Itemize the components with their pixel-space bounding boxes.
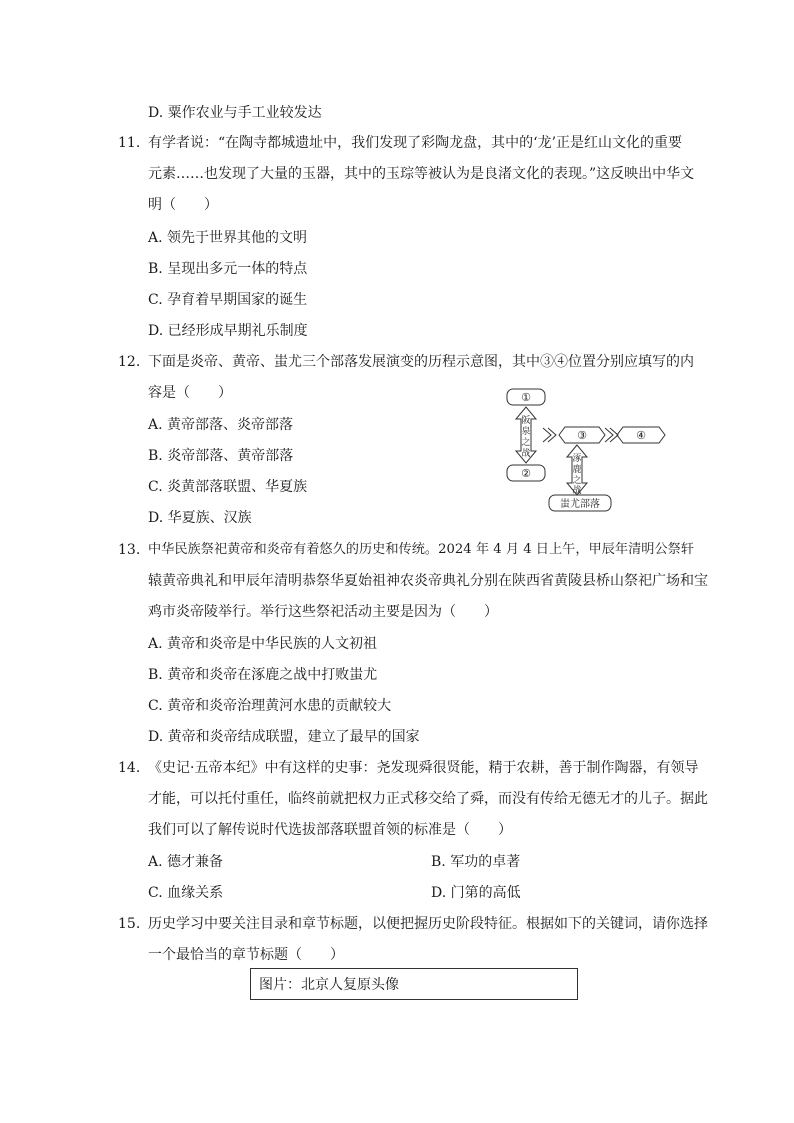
chevron-1-icon	[543, 428, 556, 442]
zhuolu-char-2: 鹿	[572, 465, 582, 475]
q12-option-d[interactable]: D. 华夏族、汉族	[148, 510, 252, 526]
tribe-evolution-diagram	[495, 385, 675, 515]
q15-keyword-text: 图片：北京人复原头像	[259, 977, 399, 993]
zhuolu-char-3: 之	[572, 476, 582, 486]
q13-option-d[interactable]: D. 黄帝和炎帝结成联盟，建立了最早的国家	[148, 729, 420, 745]
q14-stem-line-1: 《史记·五帝本纪》中有这样的史事：尧发现舜很贤能，精于农耕，善于制作陶器，有领导	[148, 760, 699, 776]
q14-option-a[interactable]: A. 德才兼备	[148, 854, 224, 870]
q14-number: 14.	[118, 760, 141, 776]
q11-stem-line-3: 明（ ）	[148, 197, 218, 213]
q10-option-d: D. 粟作农业与手工业较发达	[148, 105, 322, 121]
node-1-label: ①	[521, 391, 531, 404]
q11-option-b[interactable]: B. 呈现出多元一体的特点	[148, 261, 308, 277]
q12-number: 12.	[118, 354, 141, 370]
banquan-char-4: 战	[521, 449, 531, 459]
q11-stem-line-1: 有学者说：“在陶寺都城遗址中，我们发现了彩陶龙盘，其中的‘龙’正是红山文化的重要	[148, 135, 683, 151]
zhuolu-char-4: 战	[572, 486, 582, 496]
q14-option-d[interactable]: D. 门第的高低	[431, 885, 521, 901]
q13-option-b[interactable]: B. 黄帝和炎帝在涿鹿之战中打败蚩尤	[148, 667, 378, 683]
q11-option-c[interactable]: C. 孕育着早期国家的诞生	[148, 292, 308, 308]
q13-stem-line-1: 中华民族祭祀黄帝和炎帝有着悠久的历史和传统。2024 年 4 月 4 日上午，甲辰年清明公祭轩	[148, 542, 695, 557]
chiyou-label: 蚩尤部落	[560, 499, 600, 510]
banquan-char-3: 之	[521, 438, 531, 448]
q14-option-c[interactable]: C. 血缘关系	[148, 885, 224, 901]
q14-option-b[interactable]: B. 军功的卓著	[431, 854, 521, 870]
node-4-label: ④	[636, 429, 646, 442]
q11-option-a[interactable]: A. 领先于世界其他的文明	[148, 230, 308, 246]
q12-option-a[interactable]: A. 黄帝部落、炎帝部落	[148, 417, 294, 433]
banquan-char-2: 泉	[521, 427, 531, 437]
zhuolu-char-1: 涿	[572, 454, 582, 464]
chevron-2-icon	[605, 428, 618, 442]
q15-stem-line-1: 历史学习中要关注目录和章节标题，以便把握历史阶段特征。根据如下的关键词，请你选择	[148, 916, 708, 932]
q12-stem-line-1: 下面是炎帝、黄帝、蚩尤三个部落发展演变的历程示意图，其中③④位置分别应填写的内	[148, 354, 694, 370]
q12-option-b[interactable]: B. 炎帝部落、黄帝部落	[148, 448, 294, 464]
q13-number: 13.	[118, 542, 141, 558]
q15-stem-line-2: 一个最恰当的章节标题（ ）	[148, 947, 344, 963]
q13-stem-line-2: 辕黄帝典礼和甲辰年清明恭祭华夏始祖神农炎帝典礼分别在陕西省黄陵县桥山祭祀广场和宝	[148, 573, 708, 589]
q14-stem-line-3: 我们可以了解传说时代选拔部落联盟首领的标准是（ ）	[148, 822, 512, 838]
q13-option-c[interactable]: C. 黄帝和炎帝治理黄河水患的贡献较大	[148, 698, 392, 714]
q11-option-d[interactable]: D. 已经形成早期礼乐制度	[148, 323, 308, 339]
q15-number: 15.	[118, 916, 141, 932]
q12-stem-line-2: 容是（ ）	[148, 385, 232, 401]
banquan-char-1: 阪	[521, 416, 531, 426]
q11-number: 11.	[118, 135, 141, 151]
q15-keyword-box	[250, 968, 578, 1000]
node-3-label: ③	[577, 429, 587, 442]
q14-stem-line-2: 才能，可以托付重任，临终前就把权力正式移交给了舜，而没有传给无德无才的儿子。据此	[148, 791, 708, 807]
q13-option-a[interactable]: A. 黄帝和炎帝是中华民族的人文初祖	[148, 636, 378, 652]
q11-stem-line-2: 元素……也发现了大量的玉器，其中的玉琮等被认为是良渚文化的表现。”这反映出中华文	[148, 166, 695, 182]
node-2-label: ②	[521, 467, 531, 480]
q13-stem-line-3: 鸡市炎帝陵举行。举行这些祭祀活动主要是因为（ ）	[148, 604, 498, 620]
q12-option-c[interactable]: C. 炎黄部落联盟、华夏族	[148, 479, 308, 495]
